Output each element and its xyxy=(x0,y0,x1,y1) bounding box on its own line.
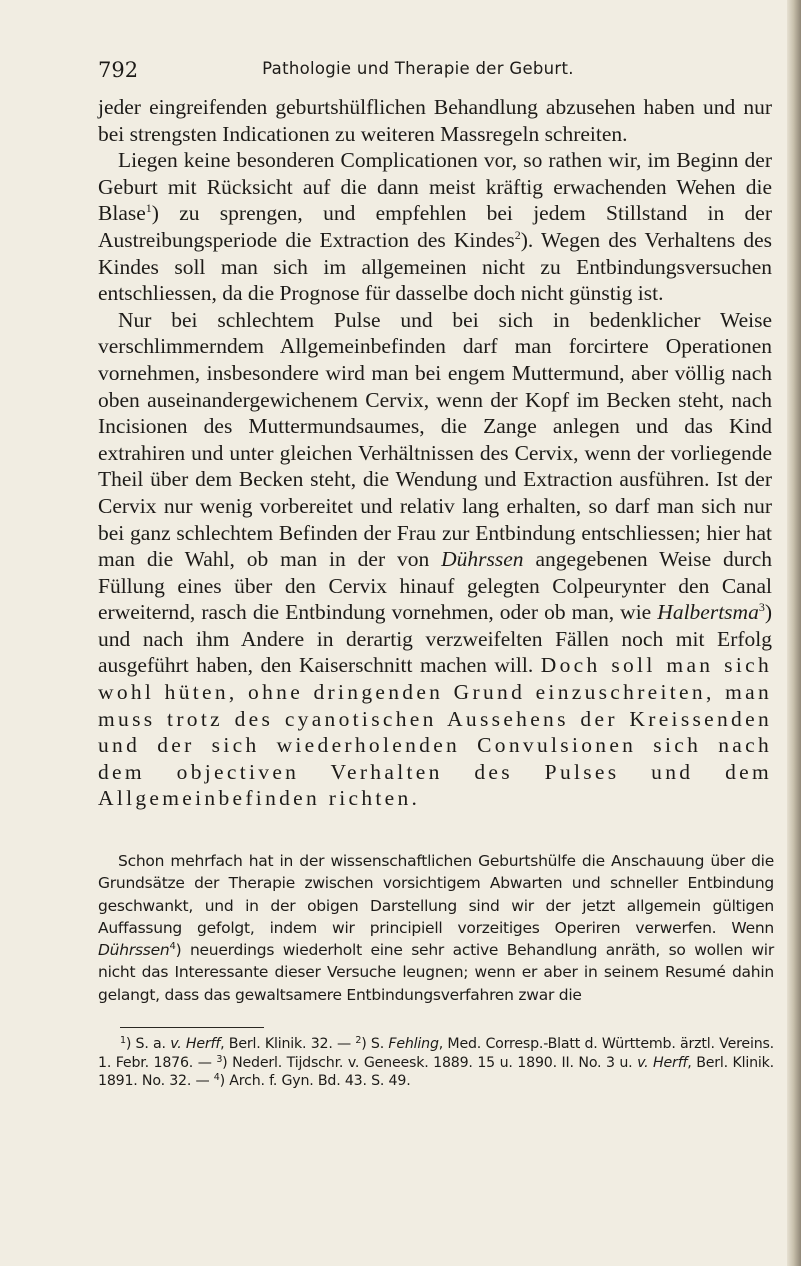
p2-text-b: ) zu sprengen, und empfehlen bei jedem Stillstand in der Austreibungsperiode die Extraction des Kindes xyxy=(98,201,772,252)
p3-text-c: ) und nach ihm Andere in derartig verzweifelten Fällen noch mit Erfolg ausgeführt haben, den Kaiserschnitt machen will. xyxy=(98,600,772,678)
page-header xyxy=(98,58,738,86)
footnote-2-mark: 2 xyxy=(355,1035,362,1046)
footnote-4-text-a: ) Arch. f. Gyn. Bd. 43. S. 49. xyxy=(219,1073,411,1090)
paragraph-1: jeder eingreifenden geburtshülflichen Behandlung abzusehen haben und nur bei strengsten Indicationen zu weiteren Massregeln schreiten. xyxy=(98,95,772,146)
p3-text-b: angegebenen Weise durch Füllung eines über den Cervix hinauf gelegten Colpeurynter den Canal erweiternd, rasch die Entbindung vornehmen, oder ob man, wie xyxy=(98,547,772,625)
footnote-ref-1: 1 xyxy=(145,201,152,216)
page-number: 792 xyxy=(98,58,139,82)
footnotes xyxy=(98,1035,774,1091)
footnote-ref-4: 4 xyxy=(169,941,176,953)
footnote-1-text-b: , Berl. Klinik. 32. — xyxy=(220,1036,356,1052)
p3-spaced-emphasis: Doch soll man sich wohl hüten, ohne dringenden Grund einzuschreiten, man muss trotz des cyanotischen Aussehens der Kreissenden und der sich wiederholenden Convulsionen sich nach dem objectiven Verhalten des Pulses und dem Allgemeinbefinden richten. xyxy=(98,653,772,811)
author-halbertsma: Halbertsma xyxy=(657,600,759,625)
p2-text-a: Liegen keine besonderen Complicationen vor, so rathen wir, im Beginn der Geburt mit Rücksicht auf die dann meist kräftig erwachenden Wehen die Blase xyxy=(98,148,772,226)
footnote-2-text-b: , Med. Corresp.-Blatt d. Württemb. ärztl. Vereins. 1. Febr. 1876. — xyxy=(98,1036,774,1071)
paragraph-3 xyxy=(98,307,772,812)
author-duhrssen-small: Dührssen xyxy=(98,941,170,960)
footnote-4-mark: 4 xyxy=(213,1072,220,1084)
footnote-2-text-a: ) S. xyxy=(361,1036,389,1052)
footnote-block xyxy=(98,1035,774,1091)
p2-text-c: ). Wegen des Verhaltens des Kindes soll man sich im allgemeinen nicht zu Entbindungsversuchen entschliessen, da die Prognose für dasselbe doch nicht günstig ist. xyxy=(98,227,772,306)
footnote-rule xyxy=(120,1027,264,1028)
footnote-1-text-a: ) S. a. xyxy=(125,1036,171,1052)
footnote-3-text-a: ) Nederl. Tijdschr. v. Geneesk. 1889. 15 u. 1890. II. No. 3 u. xyxy=(222,1054,638,1071)
page-edge xyxy=(787,0,801,1266)
footnote-1-mark: 1 xyxy=(120,1035,126,1046)
small-text-a: Schon mehrfach hat in der wissenschaftlichen Geburtshülfe die Anschauung über die Grundsätze der Therapie zwischen vorsichtigem Abwarten und schneller Entbindung geschwankt, und in der obigen Darstellung sind wir der jetzt allgemein gültigen Auffassung gefolgt, indem wir principiell vorzeitiges Operiren verwerfen. Wenn xyxy=(98,852,774,937)
small-print-section xyxy=(98,850,774,1006)
footnote-1-author: v. Herff xyxy=(170,1036,221,1052)
running-title: Pathologie und Therapie der Geburt. xyxy=(262,59,574,78)
footnote-3-author: v. Herff xyxy=(637,1054,688,1071)
small-text-b: ) neuerdings wiederholt eine sehr active Behandlung anräth, so wollen wir nicht das Interessante dieser Versuche leugnen; wenn er aber in seinem Resumé dahin gelangt, dass das gewaltsamere Entbindungsverfahren zwar die xyxy=(98,941,774,1004)
footnote-3-mark: 3 xyxy=(216,1053,223,1065)
main-text xyxy=(98,94,772,812)
footnote-ref-2: 2 xyxy=(514,227,521,242)
footnote-ref-3: 3 xyxy=(758,600,765,615)
p3-text-a: Nur bei schlechtem Pulse und bei sich in bedenklicher Weise verschlimmerndem Allgemeinbefinden darf man forcirtere Operationen vornehmen, insbesondere wird man bei engem Muttermund, aber völlig nach oben auseinandergewichenem Cervix, wenn der Kopf im Becken steht, nach Incisionen des Muttermundsaumes, die Zange anlegen und das Kind extrahiren und unter gleichen Verhältnissen des Cervix, wenn der vorliegende Theil über dem Becken steht, die Wendung und Extraction ausführen. Ist der Cervix nur wenig vorbereitet und relativ lang erhalten, so darf man sich nur bei ganz schlechtem Befinden der Frau zur Entbindung entschliessen; hier hat man die Wahl, ob man in der von xyxy=(98,307,772,572)
footnote-2-author: Fehling xyxy=(388,1036,439,1052)
paragraph-2 xyxy=(98,147,772,307)
small-paragraph xyxy=(98,850,774,1006)
author-duhrssen: Dührssen xyxy=(441,547,524,572)
footnote-3-text-b: , Berl. Klinik. 1891. No. 32. — xyxy=(98,1054,774,1090)
